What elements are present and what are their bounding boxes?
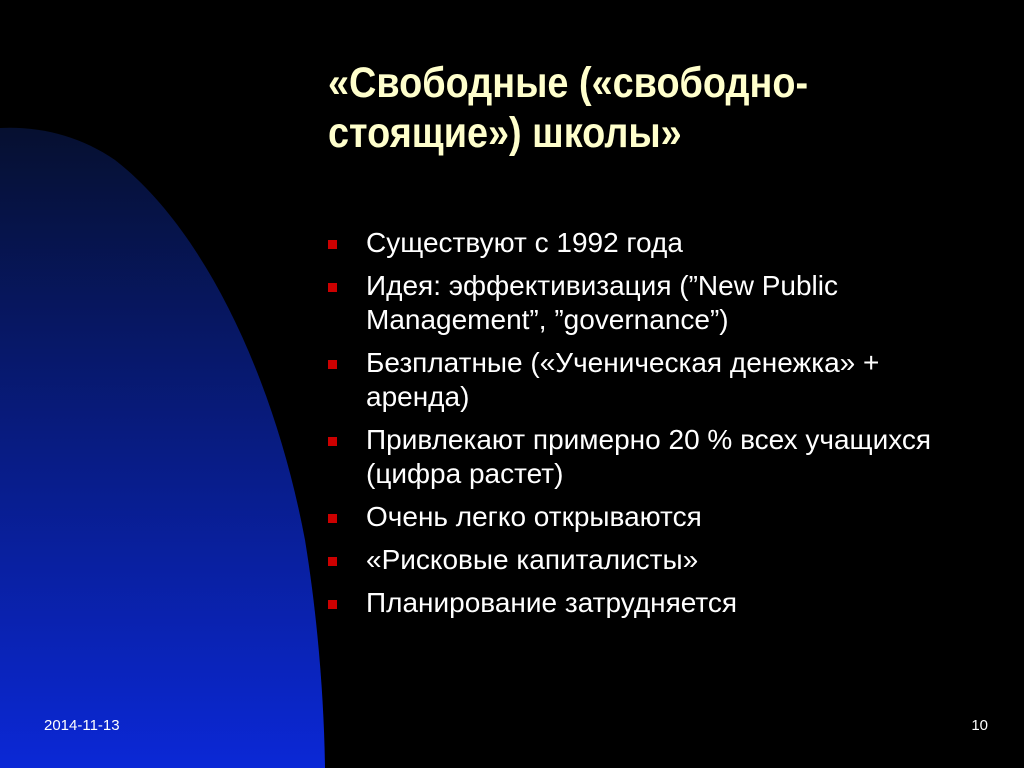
bullet-text: Привлекают примерно 20 % всех учащихся (цифра растет) [366, 424, 932, 489]
bullet-item [328, 543, 988, 577]
slide-title-line-1: «Свободные («свободно- [328, 59, 809, 107]
square-bullet-icon [328, 283, 337, 292]
bullet-item [328, 423, 988, 491]
bullet-text: Безплатные («Ученическая денежка» + аренда) [366, 347, 880, 412]
blue-arc-background-shape [0, 0, 330, 768]
bullet-item [328, 346, 988, 414]
square-bullet-icon [328, 360, 337, 369]
square-bullet-icon [328, 600, 337, 609]
slide-title-line-2: стоящие») школы» [328, 109, 682, 157]
bullet-item [328, 586, 988, 620]
bullet-text: Существуют с 1992 года [366, 227, 683, 258]
slide-title [328, 58, 909, 158]
bullet-text: Идея: эффективизация (”New Public Management”, ”governance”) [366, 270, 838, 335]
bullet-text: Планирование затрудняется [366, 587, 738, 618]
square-bullet-icon [328, 557, 337, 566]
square-bullet-icon [328, 240, 337, 249]
bullet-text: «Рисковые капиталисты» [366, 544, 699, 575]
bullet-list [328, 226, 988, 629]
bullet-item [328, 269, 988, 337]
square-bullet-icon [328, 514, 337, 523]
page-number: 10 [971, 717, 988, 734]
footer-date: 2014-11-13 [44, 717, 120, 734]
square-bullet-icon [328, 437, 337, 446]
bullet-item [328, 226, 988, 260]
bullet-text: Очень легко открываются [366, 501, 702, 532]
bullet-item [328, 500, 988, 534]
